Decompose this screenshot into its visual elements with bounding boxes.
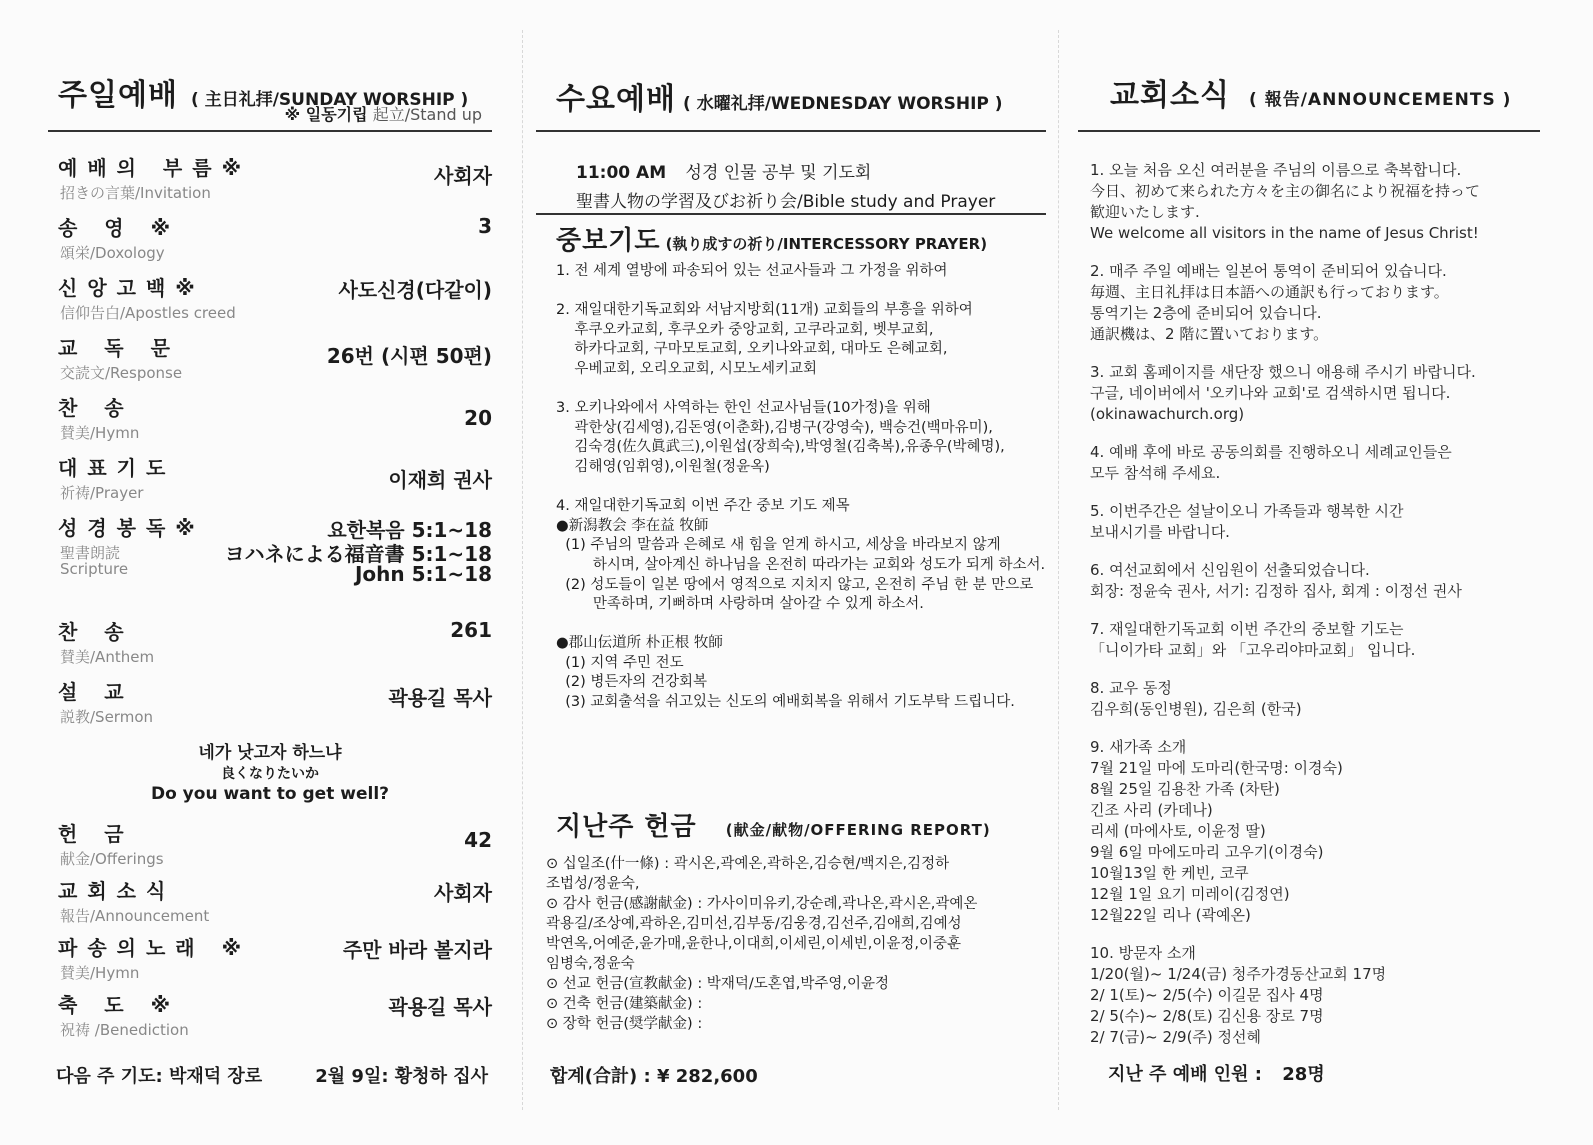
intercession-line: ●郡山伝道所 朴正根 牧師 [556, 635, 723, 652]
announcement-line: 7월 21일 마에 도마리(한국명: 이경숙) [1090, 759, 1343, 777]
announcement-line: 긴조 사리 (카데나) [1090, 801, 1213, 819]
announcement-line: 通訳機は、2 階に置いております。 [1090, 325, 1329, 343]
intercession-line: 하카다교회, 구마모토교회, 오키나와교회, 대마도 은혜교회, [556, 341, 948, 358]
announcement-item [1090, 678, 1540, 720]
announcements-subtitle: ( 報告/ANNOUNCEMENTS ) [1249, 90, 1512, 110]
stand-note-mark: ※ 일동기립 [284, 105, 368, 124]
intercession-line: 4. 재일대한기독교회 이번 주간 중보 기도 제목 [556, 498, 850, 515]
wednesday-desc-translation: 聖書人物の学習及びお祈り会/Bible study and Prayer [576, 192, 996, 212]
intercession-line: 후쿠오카교회, 후쿠오카 중앙교회, 고쿠라교회, 벳부교회, [556, 321, 934, 338]
order-item-value: 261 [450, 618, 492, 642]
intercession-title: 중보기도 [556, 226, 661, 256]
divider [536, 213, 1046, 215]
intercession-line: (2) 성도들이 일본 땅에서 영적으로 지치지 않고, 온전히 주님 한 분 만으로 [556, 576, 1034, 593]
wednesday-desc: 성경 인물 공부 및 기도회 [685, 163, 872, 183]
sunday-worship-column [48, 0, 492, 1145]
sermon-title-korean: 네가 낫고자 하느냐 [198, 743, 342, 763]
offering-total: 합계(合計) : ¥ 282,600 [550, 1066, 758, 1087]
order-item-value: 곽용길 목사 [388, 686, 492, 710]
attendance-label: 지난 주 예배 인원 : [1108, 1064, 1262, 1085]
order-item [54, 212, 492, 272]
intercession-line: (2) 병든자의 건강회복 [556, 674, 708, 691]
announcement-item [1090, 943, 1540, 1048]
wednesday-header [536, 62, 1046, 132]
order-item-translation: 交読文/Response [60, 364, 183, 382]
intercession-line: 김숙경(佐久眞武三),이원섭(장희숙),박영철(김축복),유종우(박혜명), [556, 439, 1005, 456]
offering-line: ⊙ 장학 헌금(奨学献金) : [546, 1016, 703, 1032]
order-item [54, 332, 492, 392]
fold-line-2 [1058, 30, 1059, 1110]
next-week-date: 2월 9일: 황청하 집사 [315, 1066, 488, 1087]
announcement-line: We welcome all visitors in the name of Jesus Christ! [1090, 224, 1479, 242]
sermon-title-english: Do you want to get well? [150, 784, 390, 804]
announcement-item [1090, 362, 1540, 425]
sunday-title: 주일예배 [58, 78, 178, 113]
scripture-english: John 5:1~18 [354, 562, 492, 586]
order-item [54, 818, 492, 878]
offering-line: ⊙ 선교 헌금(宣教献金) : 박재덕/도혼엽,박주영,이윤정 [546, 976, 889, 992]
attendance-value: 28명 [1282, 1064, 1325, 1085]
order-item [54, 392, 492, 452]
announcement-line: 4. 예배 후에 바로 공동의회를 진행하오니 세례교인들은 [1090, 443, 1452, 461]
wednesday-title: 수요예배 [556, 82, 676, 117]
offering-title: 지난주 헌금 [556, 812, 697, 842]
offering-line: ⊙ 감사 헌금(感謝献金) : 가사이미유키,강순례,곽나온,곽시온,곽예온 [546, 896, 978, 912]
order-item-scripture [54, 512, 492, 592]
sunday-header [48, 62, 492, 132]
offering-header [556, 806, 991, 843]
announcement-line: 「니이가타 교회」와 「고우리야마교회」 입니다. [1090, 641, 1416, 659]
order-item-value: 곽용길 목사 [388, 995, 492, 1019]
announcement-line: 보내시기를 바랍니다. [1090, 523, 1230, 541]
scripture-korean: 요한복음 5:1~18 [327, 518, 492, 542]
order-item-value: 42 [464, 828, 492, 852]
order-item-title: 찬 송 [58, 396, 134, 420]
order-item-title: 교 독 문 [58, 336, 180, 360]
intercession-line: 1. 전 세계 열방에 파송되어 있는 선교사들과 그 가정을 위하여 [556, 263, 948, 279]
order-item [54, 616, 492, 676]
order-item-value: 사도신경(다같이) [338, 278, 492, 302]
offering-line: 조법성/정윤숙, [546, 876, 640, 892]
order-item-title: 송 영 ※ [58, 216, 181, 240]
announcement-item [1090, 560, 1540, 602]
announcement-line: 김우희(동인병원), 김은희 (한국) [1090, 700, 1302, 718]
order-item-translation: 賛美/Hymn [60, 424, 140, 442]
announcement-line: 1. 오늘 처음 오신 여러분을 주님의 이름으로 축복합니다. [1090, 161, 1462, 179]
announcement-line: 12월 1일 요기 미레이(김정연) [1090, 885, 1290, 903]
order-item-title: 헌 금 [58, 822, 134, 846]
announcements-column [1078, 0, 1540, 1145]
announcement-item [1090, 442, 1540, 484]
announcement-line: 8. 교우 동정 [1090, 679, 1172, 697]
announcement-line: 歓迎いたします. [1090, 203, 1200, 221]
order-item [54, 932, 492, 992]
announcement-line: 3. 교회 홈페이지를 새단장 했으니 애용해 주시기 바랍니다. [1090, 363, 1476, 381]
next-week-prayer: 다음 주 기도: 박재덕 장로 [56, 1066, 263, 1087]
announcement-line: 毎週、主日礼拝は日本語への通訳も行っております。 [1090, 283, 1449, 301]
sermon-title-japanese: 良くなりたいか [221, 766, 319, 782]
order-item-title: 설 교 [58, 680, 134, 704]
offering-line: ⊙ 십일조(什一條) : 곽시온,곽예온,곽하온,김승현/백지은,김정하 [546, 856, 950, 872]
stand-note-text: 起立/Stand up [372, 105, 482, 124]
order-item-title: 신앙고백※ [58, 276, 205, 300]
order-item-translation: 招きの言葉/Invitation [60, 184, 211, 202]
announcement-line: 2/ 5(수)~ 2/8(토) 김신용 장로 7명 [1090, 1007, 1324, 1025]
order-item-translation: 祝祷 /Benediction [60, 1021, 189, 1039]
order-item [54, 452, 492, 512]
offering-line: 곽용길/조상예,곽하온,김미선,김부동/김웅경,김선주,김애희,김예성 [546, 916, 962, 932]
announcement-line: 1/20(월)~ 1/24(금) 청주가경동산교회 17명 [1090, 965, 1387, 983]
intercession-line [556, 380, 1046, 400]
announcement-line: 리세 (마에사토, 이윤정 딸) [1090, 822, 1266, 840]
attendance [1108, 1060, 1325, 1086]
offering-line: 박연옥,어예준,윤가매,윤한나,이대희,이세린,이세빈,이윤정,이중훈 [546, 936, 962, 952]
wednesday-time: 11:00 AM [576, 163, 667, 183]
intercession-subtitle: (執り成すの祈り/INTERCESSORY PRAYER) [665, 235, 988, 253]
announcement-line: 통역기는 2층에 준비되어 있습니다. [1090, 304, 1322, 322]
order-item [54, 272, 492, 332]
intercession-header [556, 220, 987, 257]
intercession-line: (3) 교회출석을 쉬고있는 신도의 예배회복을 위해서 기도부탁 드립니다. [556, 694, 1015, 711]
offering-list [546, 854, 1046, 1034]
wednesday-schedule [576, 158, 995, 212]
order-item-translation: 賛美/Hymn [60, 964, 140, 982]
order-item-translation: 賛美/Anthem [60, 648, 155, 666]
announcement-line: 7. 재일대한기독교회 이번 주간의 중보할 기도는 [1090, 620, 1404, 638]
intercession-line [556, 615, 1046, 635]
order-item [54, 152, 492, 212]
order-item-translation: 祈祷/Prayer [60, 484, 144, 502]
order-item-translation: 聖書朗読 [60, 544, 121, 562]
announcement-line: 2/ 7(금)~ 2/9(주) 정선혜 [1090, 1028, 1262, 1046]
intercession-line: (1) 주님의 말씀과 은혜로 새 힘을 얻게 하시고, 세상을 바라보지 않게 [556, 537, 1001, 554]
order-item-translation: 信仰告白/Apostles creed [60, 304, 236, 322]
announcement-list [1090, 160, 1540, 1065]
order-item-title: 성경봉독※ [58, 516, 205, 540]
intercession-line: 하시며, 살아계신 하나님을 온전히 따라가는 교회와 성도가 되게 하소서. [556, 556, 1046, 573]
order-item [54, 676, 492, 736]
order-item-translation: 頌栄/Doxology [60, 244, 165, 262]
announcement-line: 9월 6일 마에도마리 고우기(이경숙) [1090, 843, 1324, 861]
order-item [54, 875, 492, 935]
offering-line: ⊙ 건축 헌금(建築献金) : [546, 996, 703, 1012]
announcement-line: 구글, 네이버에서 '오키나와 교회'로 검색하시면 됩니다. [1090, 384, 1451, 402]
announcements-header [1078, 62, 1540, 132]
announcement-item [1090, 737, 1540, 926]
order-item-value: 3 [478, 214, 492, 238]
announcement-line: 회장: 정윤숙 권사, 서기: 김정하 집사, 회계 : 이정선 권사 [1090, 582, 1462, 600]
order-item-title: 파송의노래 ※ [58, 936, 252, 960]
intercession-line: 우베교회, 오리오교회, 시모노세키교회 [556, 360, 817, 377]
announcement-line: 10. 방문자 소개 [1090, 944, 1196, 962]
order-item-title: 예배의 부름※ [58, 156, 252, 180]
intercession-line: 3. 오키나와에서 사역하는 한인 선교사님들(10가정)을 위해 [556, 400, 931, 417]
offering-line: 임병숙,정윤숙 [546, 956, 635, 972]
order-item-value: 26번 (시편 50편) [326, 344, 492, 368]
order-item-title: 교회소식 [58, 879, 176, 903]
announcement-item [1090, 160, 1540, 244]
announcement-line: 9. 새가족 소개 [1090, 738, 1187, 756]
order-item-translation: 報告/Announcement [60, 907, 210, 925]
order-item-translation-2: Scripture [60, 560, 129, 578]
order-item-title: 대표기도 [58, 456, 176, 480]
order-item-value: 사회자 [434, 881, 492, 905]
intercession-line [556, 478, 1046, 498]
announcement-line: 2. 매주 주일 예배는 일본어 통역이 준비되어 있습니다. [1090, 262, 1447, 280]
offering-subtitle: (献金/献物/OFFERING REPORT) [725, 821, 991, 839]
fold-line-1 [522, 30, 523, 1110]
intercession-line [556, 282, 1046, 302]
order-item-value: 20 [464, 406, 492, 430]
intercession-line: (1) 지역 주민 전도 [556, 654, 684, 671]
sunday-subtitle: ( 主日礼拝/SUNDAY WORSHIP ) [191, 90, 469, 110]
intercession-line: ●新潟教会 李在益 牧師 [556, 517, 709, 534]
order-item [54, 989, 492, 1049]
announcement-item [1090, 619, 1540, 661]
order-item-value: 주만 바라 볼지라 [342, 938, 492, 962]
announcement-line: 8월 25일 김용찬 가족 (차탄) [1090, 780, 1280, 798]
announcement-line: (okinawachurch.org) [1090, 405, 1245, 423]
announcement-line: 10월13일 한 케빈, 코쿠 [1090, 864, 1249, 882]
order-item-translation: 説教/Sermon [60, 708, 154, 726]
order-item-value: 사회자 [434, 164, 492, 188]
order-item-translation: 献金/Offerings [60, 850, 164, 868]
announcement-line: 6. 여선교회에서 신임원이 선출되었습니다. [1090, 561, 1370, 579]
announcement-item [1090, 501, 1540, 543]
wednesday-subtitle: ( 水曜礼拝/WEDNESDAY WORSHIP ) [683, 94, 1003, 114]
announcement-line: 모두 참석해 주세요. [1090, 464, 1221, 482]
intercession-list [556, 262, 1046, 713]
announcement-item [1090, 261, 1540, 345]
intercession-line: 김해영(임휘영),이원철(정윤옥) [556, 458, 770, 475]
order-item-title: 찬 송 [58, 620, 134, 644]
announcement-line: 5. 이번주간은 설날이오니 가족들과 행복한 시간 [1090, 502, 1404, 520]
order-item-value: 이재희 권사 [388, 468, 492, 492]
announcement-line: 2/ 1(토)~ 2/5(수) 이길문 집사 4명 [1090, 986, 1324, 1004]
announcement-line: 今日、初めて来られた方々を主の御名により祝福を持って [1090, 182, 1481, 200]
intercession-line: 곽한상(김세영),김돈영(이춘화),김병구(강영숙), 백승건(백마유미), [556, 419, 993, 436]
order-item-title: 축 도 ※ [58, 993, 181, 1017]
wednesday-column [536, 0, 1046, 1145]
scripture-japanese: ヨハネによる福音書 5:1~18 [224, 542, 492, 566]
announcements-title: 교회소식 [1110, 78, 1230, 113]
intercession-line: 만족하며, 기뻐하며 사랑하며 살아갈 수 있게 하소서. [556, 596, 924, 613]
announcement-line: 12월22일 리나 (곽예온) [1090, 906, 1251, 924]
intercession-line: 2. 재일대한기독교회와 서남지방회(11개) 교회들의 부흥을 위하여 [556, 302, 973, 319]
